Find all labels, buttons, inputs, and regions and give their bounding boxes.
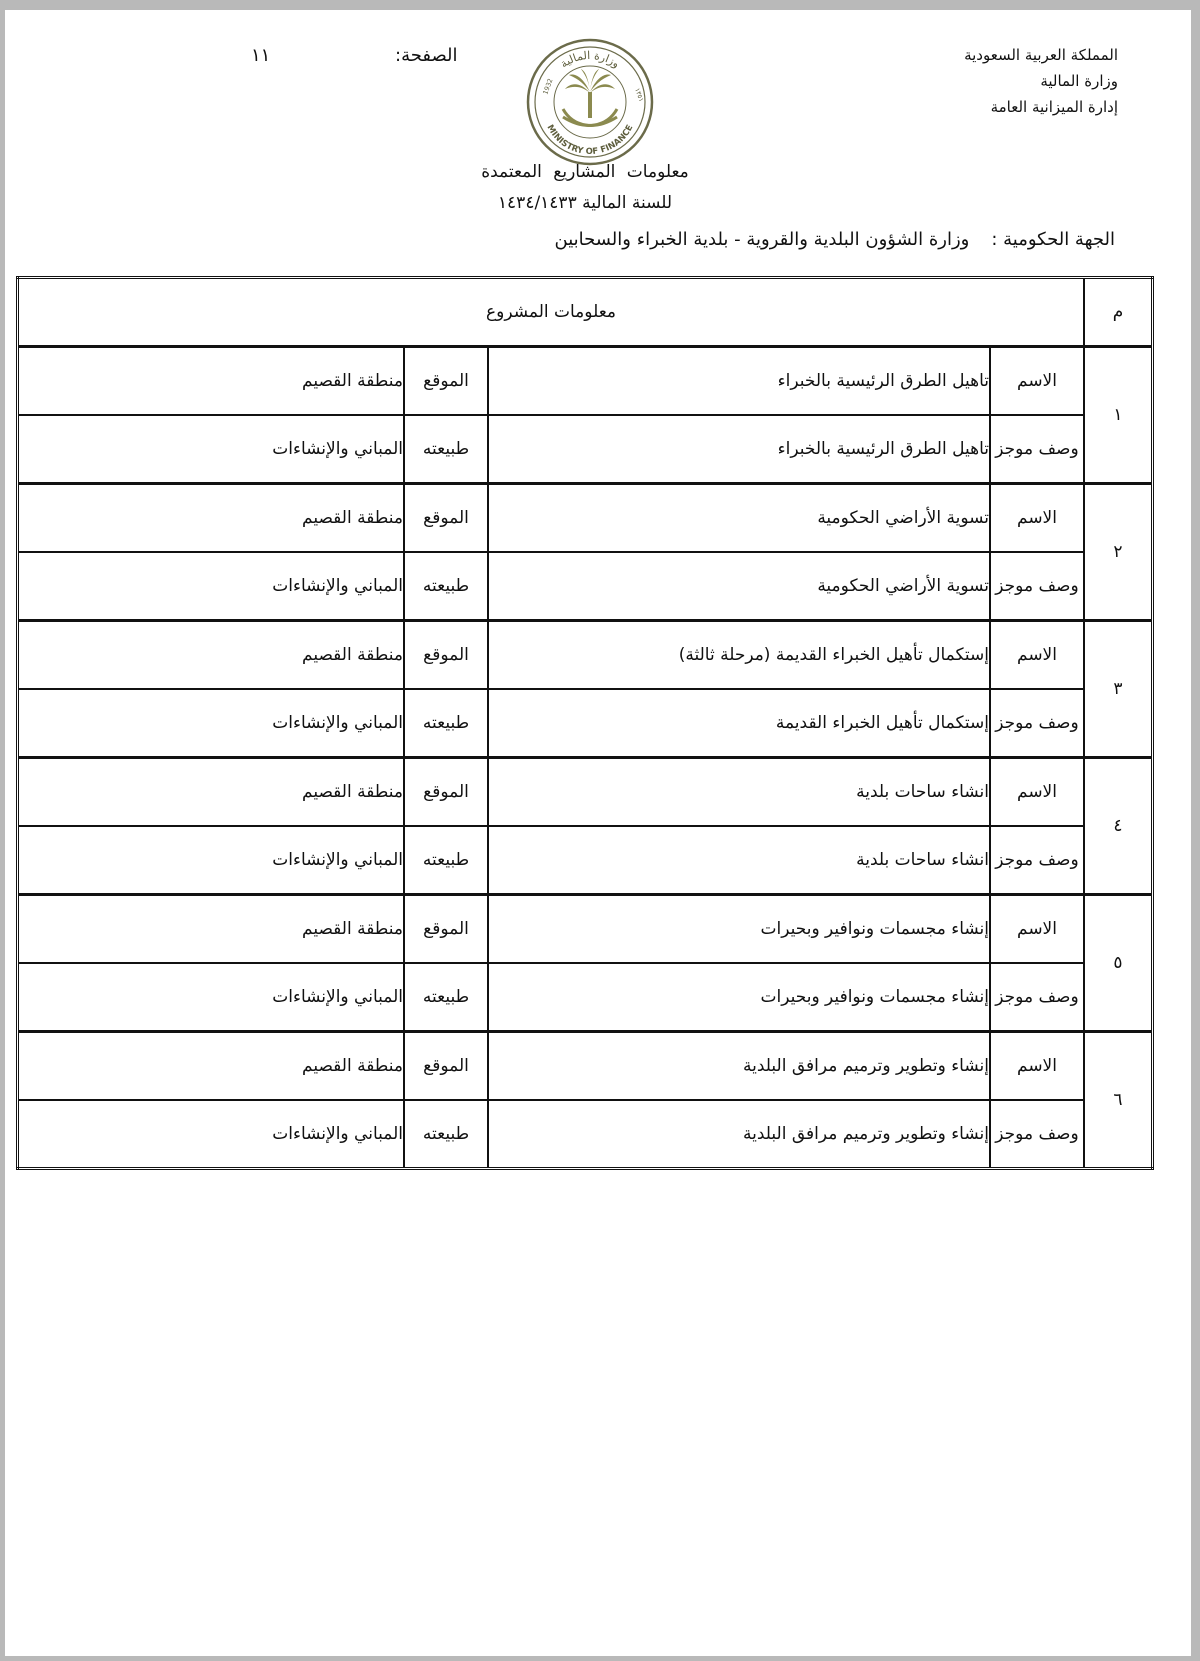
location-label: الموقع: [404, 895, 488, 964]
location-label: الموقع: [404, 484, 488, 553]
table-row: [18, 415, 1153, 484]
description-label: وصف موجز: [990, 415, 1084, 484]
project-name: تاهيل الطرق الرئيسية بالخبراء: [488, 347, 990, 416]
entity-label: الجهة الحكومية :: [991, 229, 1115, 250]
table-header-row: [18, 278, 1153, 347]
project-nature: المباني والإنشاءات: [18, 552, 405, 621]
nature-label: طبيعته: [404, 689, 488, 758]
table-body: [18, 347, 1153, 1169]
government-entity: [555, 229, 1116, 250]
entity-value: وزارة الشؤون البلدية والقروية - بلدية الخبراء والسحابين: [554, 229, 970, 250]
column-header-project-info: معلومات المشروع: [18, 278, 1085, 347]
page-number: ١١: [251, 45, 271, 66]
name-label: الاسم: [990, 347, 1084, 416]
table-row: [18, 963, 1153, 1032]
svg-text:MINISTRY OF FINANCE: MINISTRY OF FINANCE: [544, 123, 636, 158]
document-page: [5, 10, 1191, 1656]
project-location: منطقة القصيم: [18, 758, 405, 827]
description-label: وصف موجز: [990, 1100, 1084, 1169]
project-description: إنشاء وتطوير وترميم مرافق البلدية: [488, 1100, 990, 1169]
column-header-m: م: [1084, 278, 1153, 347]
ministry-name: وزارة المالية: [1040, 72, 1118, 90]
table-row: [18, 758, 1153, 827]
project-name: إنشاء وتطوير وترميم مرافق البلدية: [488, 1032, 990, 1101]
project-location: منطقة القصيم: [18, 895, 405, 964]
table-row: [18, 484, 1153, 553]
project-number: ١: [1084, 347, 1153, 484]
project-description: انشاء ساحات بلدية: [488, 826, 990, 895]
location-label: الموقع: [404, 347, 488, 416]
project-number: ٣: [1084, 621, 1153, 758]
nature-label: طبيعته: [404, 415, 488, 484]
project-number: ٢: [1084, 484, 1153, 621]
department-name: إدارة الميزانية العامة: [990, 98, 1118, 116]
project-name: إنشاء مجسمات ونوافير وبحيرات: [488, 895, 990, 964]
svg-text:١٣٥١: ١٣٥١: [633, 86, 646, 103]
project-description: تاهيل الطرق الرئيسية بالخبراء: [488, 415, 990, 484]
nature-label: طبيعته: [404, 1100, 488, 1169]
svg-text:وزارة المالية: وزارة المالية: [557, 48, 623, 71]
table-row: [18, 1100, 1153, 1169]
issuer-block: [964, 42, 1118, 120]
location-label: الموقع: [404, 621, 488, 690]
kingdom-name: المملكة العربية السعودية: [964, 46, 1118, 64]
description-label: وصف موجز: [990, 689, 1084, 758]
ministry-seal-logo: [525, 37, 655, 167]
project-nature: المباني والإنشاءات: [18, 415, 405, 484]
location-label: الموقع: [404, 1032, 488, 1101]
project-number: ٥: [1084, 895, 1153, 1032]
table-row: [18, 621, 1153, 690]
description-label: وصف موجز: [990, 552, 1084, 621]
name-label: الاسم: [990, 621, 1084, 690]
svg-text:1932: 1932: [541, 77, 555, 96]
location-label: الموقع: [404, 758, 488, 827]
nature-label: طبيعته: [404, 552, 488, 621]
project-description: إنشاء مجسمات ونوافير وبحيرات: [488, 963, 990, 1032]
page-label: الصفحة:: [395, 45, 458, 66]
project-name: انشاء ساحات بلدية: [488, 758, 990, 827]
project-name: تسوية الأراضي الحكومية: [488, 484, 990, 553]
nature-label: طبيعته: [404, 963, 488, 1032]
project-description: إستكمال تأهيل الخبراء القديمة: [488, 689, 990, 758]
name-label: الاسم: [990, 1032, 1084, 1101]
nature-label: طبيعته: [404, 826, 488, 895]
project-location: منطقة القصيم: [18, 347, 405, 416]
table-row: [18, 689, 1153, 758]
name-label: الاسم: [990, 895, 1084, 964]
project-nature: المباني والإنشاءات: [18, 826, 405, 895]
project-nature: المباني والإنشاءات: [18, 963, 405, 1032]
project-number: ٦: [1084, 1032, 1153, 1169]
project-number: ٤: [1084, 758, 1153, 895]
project-location: منطقة القصيم: [18, 621, 405, 690]
document-title: معلومات المشاريع المعتمدة: [481, 162, 689, 182]
project-nature: المباني والإنشاءات: [18, 689, 405, 758]
name-label: الاسم: [990, 484, 1084, 553]
description-label: وصف موجز: [990, 963, 1084, 1032]
project-location: منطقة القصيم: [18, 484, 405, 553]
table-row: [18, 552, 1153, 621]
fiscal-year: للسنة المالية ١٤٣٤/١٤٣٣: [497, 193, 673, 213]
project-description: تسوية الأراضي الحكومية: [488, 552, 990, 621]
table-row: [18, 895, 1153, 964]
description-label: وصف موجز: [990, 826, 1084, 895]
name-label: الاسم: [990, 758, 1084, 827]
project-nature: المباني والإنشاءات: [18, 1100, 405, 1169]
project-name: إستكمال تأهيل الخبراء القديمة (مرحلة ثالثة): [488, 621, 990, 690]
project-location: منطقة القصيم: [18, 1032, 405, 1101]
table-row: [18, 826, 1153, 895]
table-row: [18, 347, 1153, 416]
table-row: [18, 1032, 1153, 1101]
projects-table: [16, 276, 1154, 1170]
